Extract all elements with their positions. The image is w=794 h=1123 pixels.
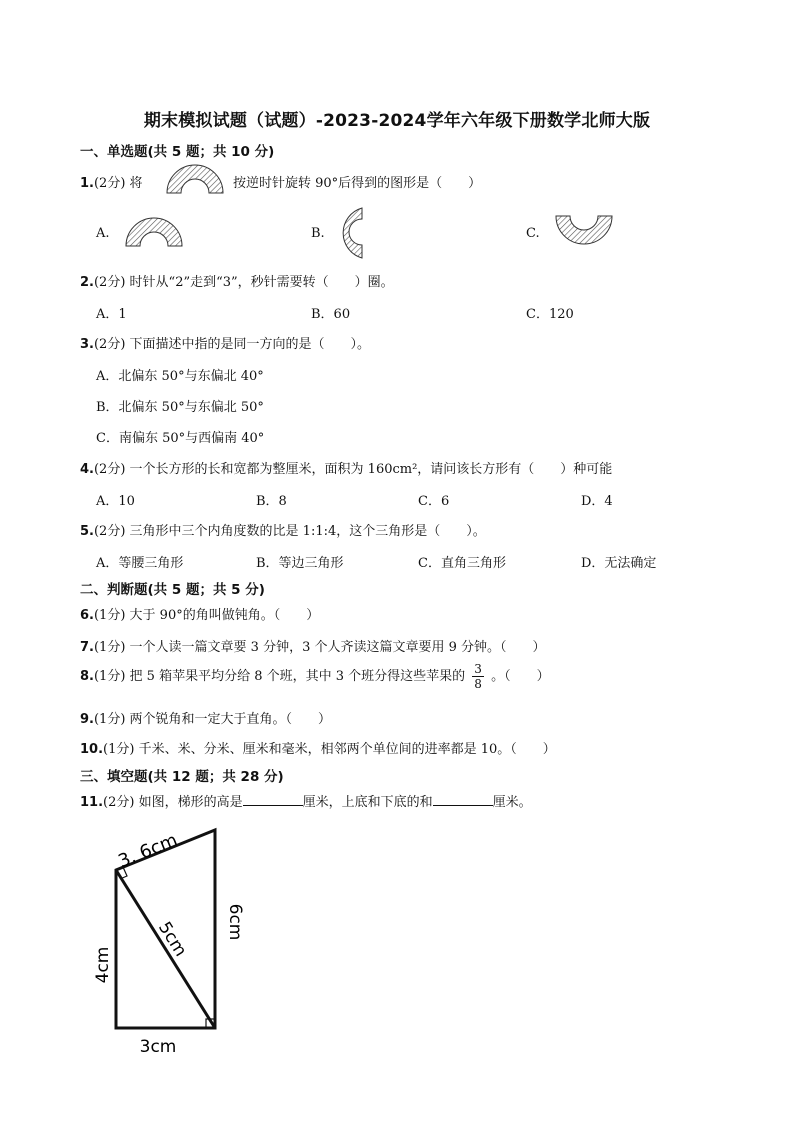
q4-option-b: B．8 — [256, 494, 287, 509]
q4-option-a: A．10 — [96, 494, 135, 509]
q3-option-c: C．南偏东 50°与西偏南 40° — [96, 431, 265, 446]
question-4: 4.(2分) 一个长方形的长和宽都为整厘米，面积为 160cm²，请问该长方形有（ ）种可能 — [80, 462, 613, 477]
fraction-three-eighths: $\frac{3}{8}$ — [474, 662, 482, 691]
question-7: 7.(1分) 一个人读一篇文章要 3 分钟，3 个人齐读这篇文章要用 9 分钟。（ ） — [80, 640, 546, 655]
label-6cm: 6cm — [225, 903, 245, 941]
question-5: 5.(2分) 三角形中三个内角度数的比是 1:1:4，这个三角形是（ ）。 — [80, 524, 486, 539]
question-8: 8.(1分) 把 5 箱苹果平均分给 8 个班，其中 3 个班分得这些苹果的 $\frac{3}{8}$ 。（ ） — [80, 662, 550, 691]
label-5cm: 5cm — [154, 918, 191, 961]
q4-option-c: C．6 — [418, 494, 450, 509]
q2-option-c: C．120 — [526, 307, 574, 322]
q5-option-c: C．直角三角形 — [418, 556, 506, 571]
question-11: 11.(2分) 如图，梯形的高是 厘米，上底和下底的和 厘米。 — [80, 795, 532, 810]
q3-option-a: A．北偏东 50°与东偏北 40° — [96, 369, 264, 384]
question-10: 10.(1分) 千米、米、分米、厘米和毫米，相邻两个单位间的进率都是 10。（ ） — [80, 742, 556, 757]
page-title: 期末模拟试题（试题）-2023-2024学年六年级下册数学北师大版 — [143, 111, 651, 131]
q1-option-c-label: C. — [526, 226, 540, 241]
answer-blank-height[interactable] — [243, 793, 303, 806]
arc-shape-icon — [163, 160, 227, 196]
q2-option-b: B．60 — [311, 307, 351, 322]
option-c-arc-icon — [552, 214, 616, 248]
q4-option-d: D．4 — [581, 494, 613, 509]
label-3cm: 3cm — [139, 1037, 177, 1057]
option-b-arc-icon — [334, 206, 364, 260]
q5-option-d: D．无法确定 — [581, 556, 657, 571]
label-4cm: 4cm — [93, 946, 113, 984]
question-1-text: 按逆时针旋转 90°后得到的图形是（ ） — [233, 176, 482, 191]
q2-option-a: A．1 — [96, 307, 127, 322]
q1-option-a-label: A. — [96, 226, 110, 241]
option-a-arc-icon — [122, 214, 186, 248]
q5-option-b: B．等边三角形 — [256, 556, 344, 571]
question-6: 6.(1分) 大于 90°的角叫做钝角。（ ） — [80, 608, 320, 623]
section-heading-single-choice: 一、单选题(共 5 题；共 10 分) — [80, 144, 275, 160]
section-heading-fill-blank: 三、填空题(共 12 题；共 28 分) — [80, 769, 284, 785]
trapezoid-figure — [88, 820, 268, 1060]
question-2: 2.(2分) 时针从“2”走到“3”，秒针需要转（ ）圈。 — [80, 275, 394, 290]
q5-option-a: A．等腰三角形 — [96, 556, 184, 571]
question-9: 9.(1分) 两个锐角和一定大于直角。（ ） — [80, 712, 332, 727]
question-1: 1.(2分) 将 — [80, 176, 143, 191]
question-3: 3.(2分) 下面描述中指的是同一方向的是（ ）。 — [80, 337, 371, 352]
label-3-6cm: 3. 6cm — [115, 829, 181, 873]
answer-blank-sum[interactable] — [433, 793, 493, 806]
q1-option-b-label: B. — [311, 226, 325, 241]
section-heading-true-false: 二、判断题(共 5 题；共 5 分) — [80, 582, 265, 598]
q3-option-b: B．北偏东 50°与东偏北 50° — [96, 400, 264, 415]
